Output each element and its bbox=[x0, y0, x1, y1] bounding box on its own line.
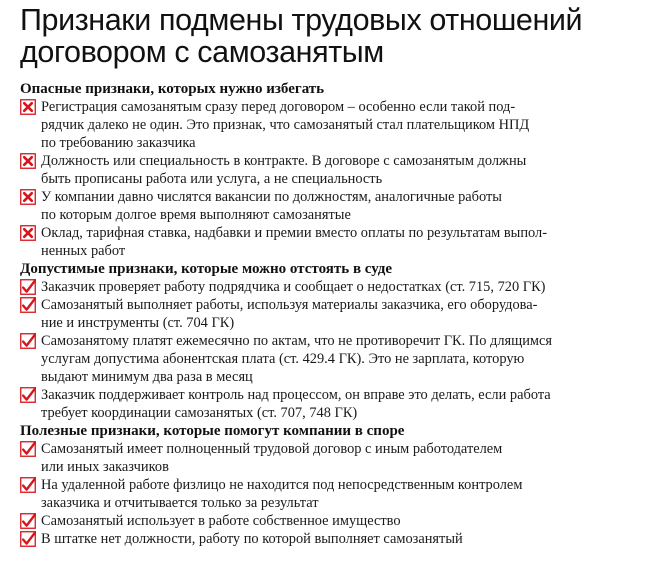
section-heading: Допустимые признаки, которые можно отстоять в суде bbox=[20, 261, 393, 277]
section bbox=[20, 422, 644, 548]
text-line: У компании давно числятся вакансии по должностям, аналогичные работы bbox=[41, 189, 502, 205]
page-title bbox=[20, 4, 644, 68]
cross-box-icon bbox=[20, 189, 36, 205]
list-item-text bbox=[41, 512, 644, 530]
text-line: Оклад, тарифная ставка, надбавки и премии вместо оплаты по результатам выпол- bbox=[41, 225, 548, 241]
list-item-text bbox=[41, 152, 644, 188]
list-item bbox=[20, 476, 644, 512]
list-item-text bbox=[41, 332, 644, 386]
text-line: заказчика и отчитывается только за результат bbox=[41, 495, 319, 511]
list-item-text bbox=[41, 224, 644, 260]
text-line: ние и инструменты (ст. 704 ГК) bbox=[41, 315, 235, 331]
text-line: выдают минимум два раза в месяц bbox=[41, 369, 253, 385]
text-line: по которым долгое время выполняют самозанятые bbox=[41, 207, 351, 223]
text-line: Самозанятый выполняет работы, используя материалы заказчика, его оборудова- bbox=[41, 297, 538, 313]
list-item bbox=[20, 530, 644, 548]
check-box-icon bbox=[20, 531, 36, 547]
text-line: В штатке нет должности, работу по которой выполняет самозанятый bbox=[41, 531, 463, 547]
text-line: быть прописаны работа или услуга, а не специальность bbox=[41, 171, 383, 187]
check-box-icon bbox=[20, 441, 36, 457]
check-box-icon bbox=[20, 387, 36, 403]
check-box-icon bbox=[20, 279, 36, 295]
list-item-text bbox=[41, 440, 644, 476]
list-item-text bbox=[41, 278, 644, 296]
text-line: Самозанятый использует в работе собственное имущество bbox=[41, 513, 401, 529]
section bbox=[20, 80, 644, 260]
text-line: Самозанятому платят ежемесячно по актам, что не противоречит ГК. По длящимся bbox=[41, 333, 553, 349]
section-heading: Полезные признаки, которые помогут компании в споре bbox=[20, 423, 405, 439]
list-item bbox=[20, 440, 644, 476]
text-line: Заказчик поддерживает контроль над процессом, он вправе это делать, если работа bbox=[41, 387, 551, 403]
list-item bbox=[20, 152, 644, 188]
text-line: Регистрация самозанятым сразу перед договором – особенно если такой под- bbox=[41, 99, 516, 115]
document bbox=[20, 4, 644, 548]
check-box-icon bbox=[20, 297, 36, 313]
text-line: по требованию заказчика bbox=[41, 135, 196, 151]
text-line: требует координации самозанятых (ст. 707, 748 ГК) bbox=[41, 405, 358, 421]
list-item bbox=[20, 278, 644, 296]
check-box-icon bbox=[20, 513, 36, 529]
list-item bbox=[20, 224, 644, 260]
text-line: На удаленной работе физлицо не находится под непосредственным контролем bbox=[41, 477, 523, 493]
section bbox=[20, 260, 644, 422]
cross-box-icon bbox=[20, 99, 36, 115]
list-item-text bbox=[41, 98, 644, 152]
list-item bbox=[20, 98, 644, 152]
list-item bbox=[20, 512, 644, 530]
list-item-text bbox=[41, 530, 644, 548]
sections-container bbox=[20, 80, 644, 548]
list-item bbox=[20, 188, 644, 224]
text-line: ненных работ bbox=[41, 243, 126, 259]
cross-box-icon bbox=[20, 153, 36, 169]
list-item-text bbox=[41, 296, 644, 332]
text-line: или иных заказчиков bbox=[41, 459, 169, 475]
list-item-text bbox=[41, 188, 644, 224]
section-heading: Опасные признаки, которых нужно избегать bbox=[20, 81, 325, 97]
title-line-1: Признаки подмены трудовых отношений bbox=[20, 3, 583, 37]
text-line: рядчик далеко не один. Это признак, что самозанятый стал плательщиком НПД bbox=[41, 117, 530, 133]
list-item bbox=[20, 386, 644, 422]
list-item bbox=[20, 332, 644, 386]
text-line: услугам допустима абонентская плата (ст. 429.4 ГК). Это не зарплата, которую bbox=[41, 351, 525, 367]
list-item-text bbox=[41, 476, 644, 512]
cross-box-icon bbox=[20, 225, 36, 241]
text-line: Самозанятый имеет полноценный трудовой договор с иным работодателем bbox=[41, 441, 503, 457]
text-line: Должность или специальность в контракте. В договоре с самозанятым должны bbox=[41, 153, 527, 169]
list-item-text bbox=[41, 386, 644, 422]
check-box-icon bbox=[20, 333, 36, 349]
text-line: Заказчик проверяет работу подрядчика и сообщает о недостатках (ст. 715, 720 ГК) bbox=[41, 279, 546, 295]
title-line-2: договором с самозанятым bbox=[20, 35, 384, 69]
list-item bbox=[20, 296, 644, 332]
check-box-icon bbox=[20, 477, 36, 493]
